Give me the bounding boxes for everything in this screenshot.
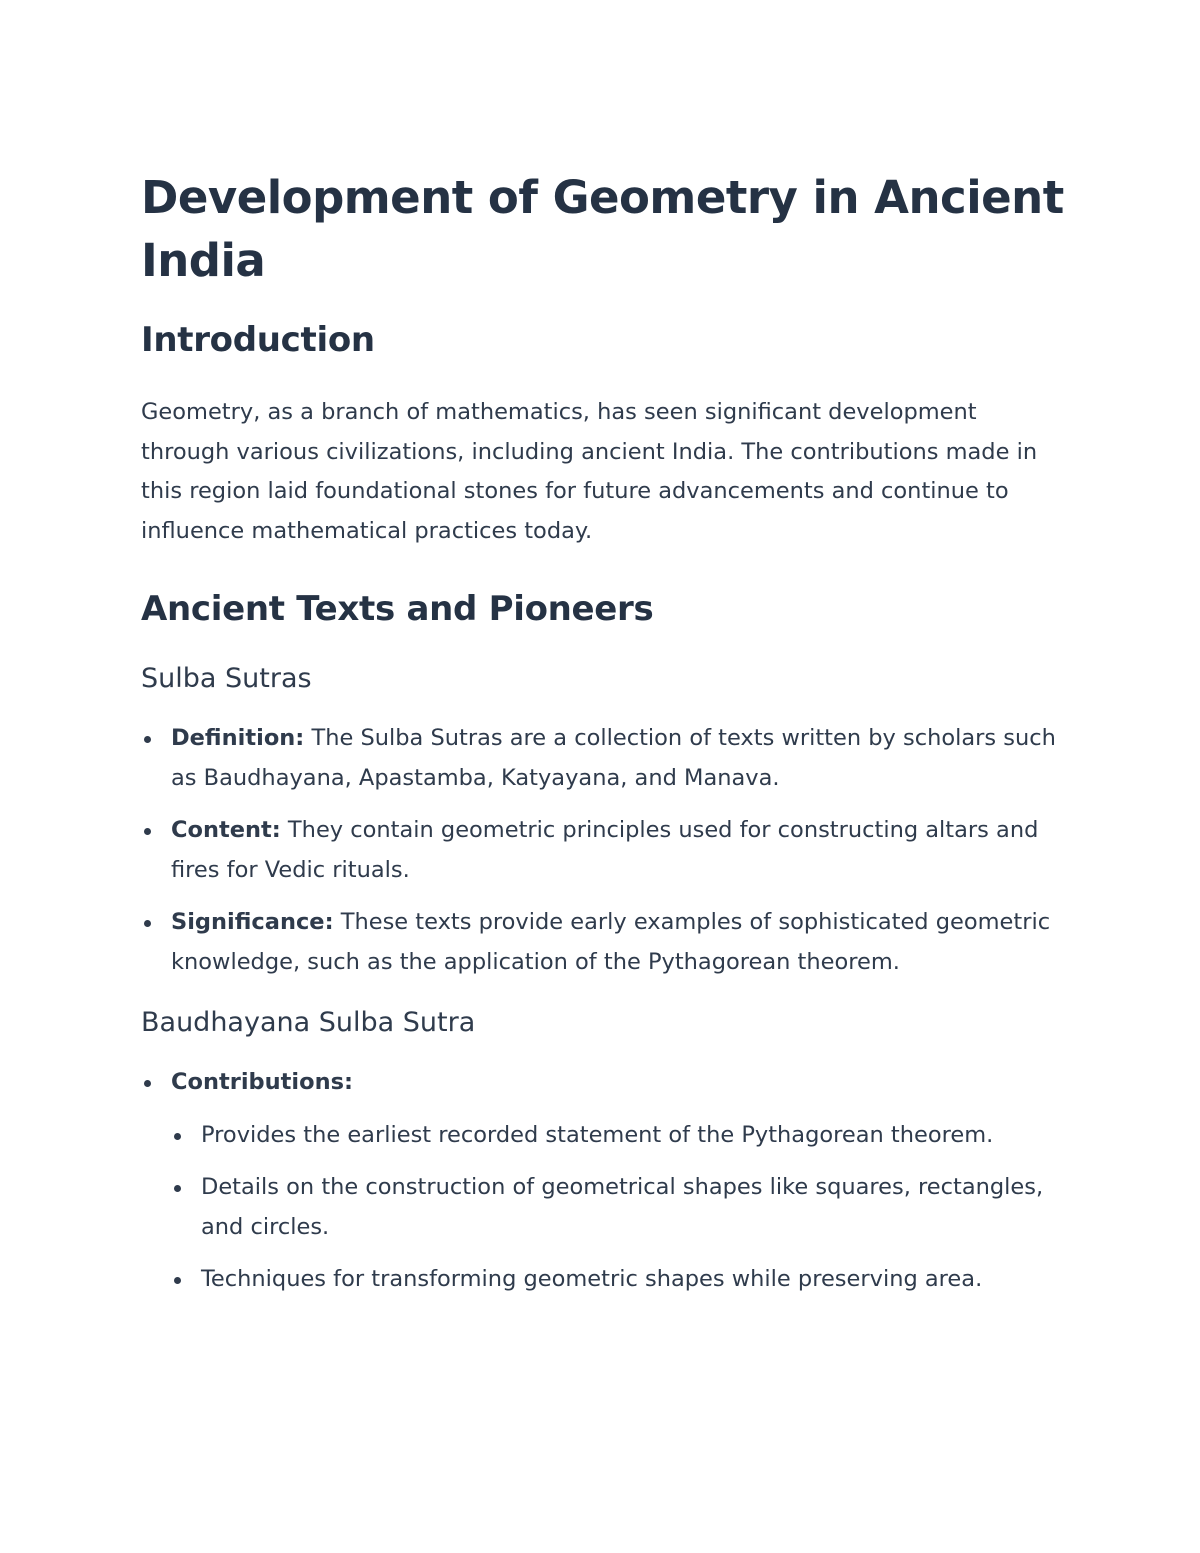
baudhayana-list — [141, 1063, 1071, 1300]
introduction-heading: Introduction — [141, 320, 375, 360]
document-page — [141, 166, 1071, 1313]
list-item — [141, 903, 1071, 982]
sulba-sutras-heading: Sulba Sutras — [141, 663, 312, 694]
baudhayana-heading: Baudhayana Sulba Sutra — [141, 1007, 476, 1038]
definition-label: Definition: — [171, 725, 305, 751]
content-label: Content: — [171, 817, 281, 843]
document-title: Development of Geometry in Ancient India — [141, 171, 1064, 287]
sublist-item: Details on the construction of geometrical shapes like squares, rectangles, and circles. — [171, 1168, 1071, 1247]
significance-text: These texts provide early examples of sophisticated geometric knowledge, such as the application of the Pythagorean theorem. — [171, 909, 1051, 975]
sublist-item: Provides the earliest recorded statement of the Pythagorean theorem. — [171, 1116, 1071, 1156]
significance-label: Significance: — [171, 909, 334, 935]
introduction-paragraph: Geometry, as a branch of mathematics, has seen significant development through various civilizations, including ancient India. The contributions made in this region laid foundational stones for future advancements and continue to influence mathematical practices today. — [141, 399, 1038, 544]
contributions-label: Contributions: — [171, 1069, 354, 1095]
contributions-sublist — [171, 1116, 1071, 1300]
list-item — [141, 719, 1071, 798]
list-item — [141, 811, 1071, 890]
ancient-texts-heading: Ancient Texts and Pioneers — [141, 589, 654, 629]
sulba-sutras-list — [141, 719, 1071, 982]
definition-text: The Sulba Sutras are a collection of texts written by scholars such as Baudhayana, Apastamba, Katyayana, and Manava. — [171, 725, 1056, 791]
content-text: They contain geometric principles used for constructing altars and fires for Vedic rituals. — [171, 817, 1039, 883]
list-item — [141, 1063, 1071, 1300]
sublist-item: Techniques for transforming geometric shapes while preserving area. — [171, 1260, 1071, 1300]
